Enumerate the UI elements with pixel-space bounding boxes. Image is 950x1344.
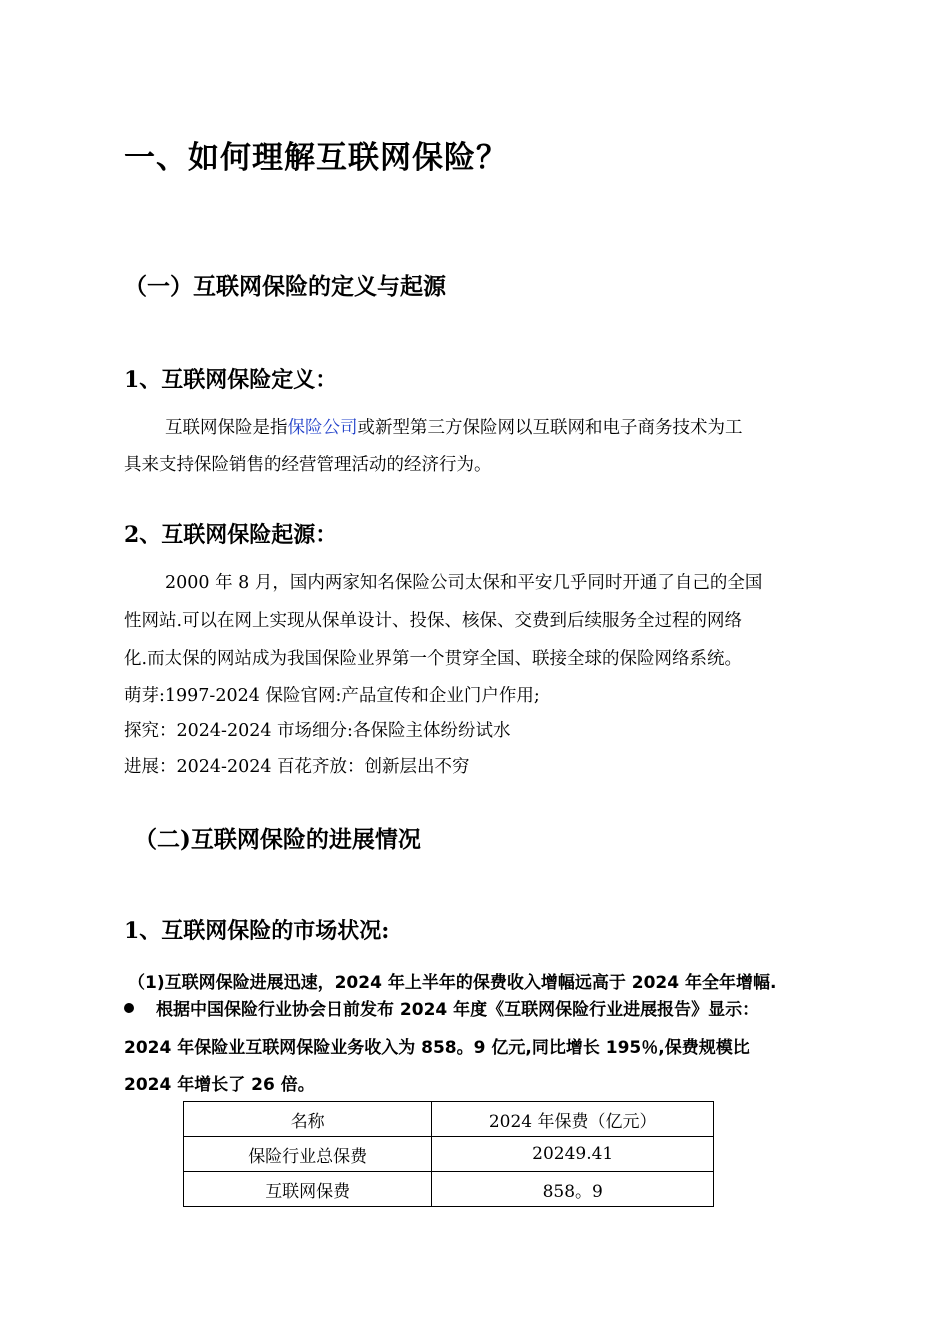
definition-paragraph-line1 [165, 414, 743, 442]
bullet-dot-icon [124, 1003, 134, 1013]
bullet-report-line3: 2024 年增长了 26 倍。 [124, 1075, 315, 1095]
table-cell: 858。9 [432, 1172, 714, 1207]
table-row [184, 1137, 714, 1172]
definition-paragraph-line2: 具来支持保险销售的经营管理活动的经济行为。 [124, 455, 492, 475]
origin-line-2: 性网站.可以在网上实现从保单设计、投保、核保、交费到后续服务全过程的网络 [124, 611, 743, 631]
premium-table [183, 1101, 714, 1207]
table-cell: 互联网保费 [184, 1172, 432, 1207]
origin-line-1: 2000 年 8 月，国内两家知名保险公司太保和平安几乎同时开通了自己的全国 [165, 573, 763, 593]
table-header-name: 名称 [184, 1102, 432, 1137]
subheading-market-status: 1、互联网保险的市场状况: [124, 918, 390, 944]
table-row [184, 1172, 714, 1207]
bullet-report-line1 [124, 995, 759, 1020]
point-rapid-growth: （1)互联网保险进展迅速，2024 年上半年的保费收入增幅远高于 2024 年全年增幅. [128, 973, 777, 993]
bullet-report-text: 根据中国保险行业协会日前发布 2024 年度《互联网保险行业进展报告》显示： [156, 1000, 760, 1020]
bullet-report-line2: 2024 年保险业互联网保险业务收入为 858。9 亿元,同比增长 195％,保费规模比 [124, 1038, 750, 1058]
table-header-row [184, 1102, 714, 1137]
section-heading-definition-origin: （一）互联网保险的定义与起源 [124, 273, 446, 300]
definition-text-pre: 互联网保险是指 [165, 418, 288, 438]
table-cell: 20249.41 [432, 1137, 714, 1172]
page-title: 一、如何理解互联网保险？ [124, 140, 508, 176]
definition-text-post: 或新型第三方保险网以互联网和电子商务技术为工 [357, 418, 743, 438]
origin-line-3: 化.而太保的网站成为我国保险业界第一个贯穿全国、联接全球的保险网络系统。 [124, 649, 743, 669]
origin-line-4: 萌芽:1997-2024 保险官网:产品宣传和企业门户作用; [124, 686, 540, 706]
table-cell: 保险行业总保费 [184, 1137, 432, 1172]
insurance-company-link[interactable]: 保险公司 [287, 418, 358, 438]
subheading-origin: 2、互联网保险起源： [124, 522, 338, 548]
table-header-premium: 2024 年保费（亿元） [432, 1102, 714, 1137]
origin-line-5: 探究：2024-2024 市场细分:各保险主体纷纷试水 [124, 721, 511, 741]
section-heading-development: （二)互联网保险的进展情况 [134, 826, 421, 853]
subheading-definition: 1、互联网保险定义： [124, 367, 338, 393]
origin-line-6: 进展：2024-2024 百花齐放：创新层出不穷 [124, 757, 470, 777]
